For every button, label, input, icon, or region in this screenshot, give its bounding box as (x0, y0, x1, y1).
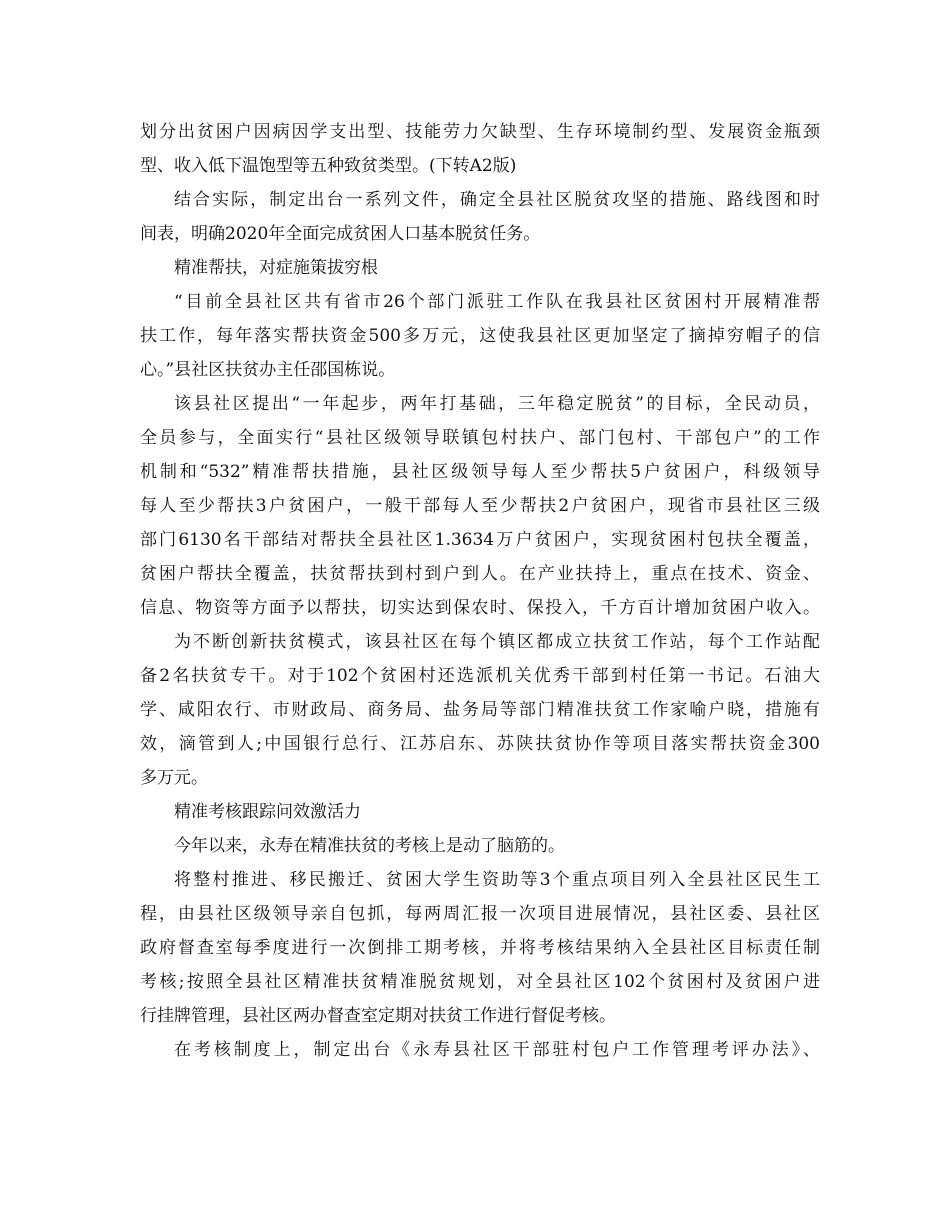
text-line: 考核;按照全县社区精准扶贫精准脱贫规划，对全县社区102个贫困村及贫困户进 (140, 972, 820, 992)
text-line: 备2名扶贫专干。对于102个贫困村还选派机关优秀干部到村任第一书记。石油大 (140, 666, 820, 686)
text-line: 行挂牌管理，县社区两办督查室定期对扶贫工作进行督促考核。 (140, 1006, 616, 1026)
text-line: 全员参与，全面实行“县社区级领导联镇包村扶户、部门包村、干部包户”的工作 (140, 428, 820, 448)
text-line: 为不断创新扶贫模式，该县社区在每个镇区都成立扶贫工作站，每个工作站配 (174, 632, 820, 652)
text-line: 型、收入低下温饱型等五种致贫类型。(下转A2版) (140, 156, 517, 176)
text-line: 机制和“532”精准帮扶措施，县社区级领导每人至少帮扶5户贫困户，科级领导 (140, 462, 820, 482)
text-line: 间表，明确2020年全面完成贫困人口基本脱贫任务。 (140, 224, 541, 244)
text-line: 部门6130名干部结对帮扶全县社区1.3634万户贫困户，实现贫困村包扶全覆盖， (140, 530, 820, 550)
section-heading: 精准帮扶，对症施策拔穷根 (174, 258, 378, 278)
text-line: 划分出贫困户因病因学支出型、技能劳力欠缺型、生存环境制约型、发展资金瓶颈 (140, 122, 820, 142)
text-line: 今年以来，永寿在精准扶贫的考核上是动了脑筋的。 (174, 836, 565, 856)
text-line: 效，滴管到人;中国银行总行、江苏启东、苏陕扶贫协作等项目落实帮扶资金300 (140, 734, 820, 754)
text-line: 将整村推进、移民搬迁、贫困大学生资助等3个重点项目列入全县社区民生工 (174, 870, 820, 890)
document-page (140, 115, 820, 1067)
text-line: 每人至少帮扶3户贫困户，一般干部每人至少帮扶2户贫困户，现省市县社区三级 (140, 496, 820, 516)
text-line: 信息、物资等方面予以帮扶，切实达到保农时、保投入，千方百计增加贫困户收入。 (140, 598, 820, 618)
text-line: 心。”县社区扶贫办主任邵国栋说。 (140, 360, 396, 380)
text-line: 结合实际，制定出台一系列文件，确定全县社区脱贫攻坚的措施、路线图和时 (174, 190, 820, 210)
text-line: 政府督查室每季度进行一次倒排工期考核，并将考核结果纳入全县社区目标责任制 (140, 938, 820, 958)
text-line: 程，由县社区级领导亲自包抓，每两周汇报一次项目进展情况，县社区委、县社区 (140, 904, 820, 924)
section-heading: 精准考核跟踪问效激活力 (174, 802, 361, 822)
text-line: 学、咸阳农行、市财政局、商务局、盐务局等部门精准扶贫工作家喻户晓，措施有 (140, 700, 820, 720)
text-line: 扶工作，每年落实帮扶资金500多万元，这使我县社区更加坚定了摘掉穷帽子的信 (140, 326, 820, 346)
text-line: “目前全县社区共有省市26个部门派驻工作队在我县社区贫困村开展精准帮 (174, 292, 820, 312)
text-line: 贫困户帮扶全覆盖，扶贫帮扶到村到户到人。在产业扶持上，重点在技术、资金、 (140, 564, 820, 584)
text-line: 多万元。 (140, 768, 208, 788)
text-line: 在考核制度上，制定出台《永寿县社区干部驻村包户工作管理考评办法》、 (174, 1040, 820, 1060)
text-line: 该县社区提出“一年起步，两年打基础，三年稳定脱贫”的目标，全民动员， (174, 394, 820, 414)
